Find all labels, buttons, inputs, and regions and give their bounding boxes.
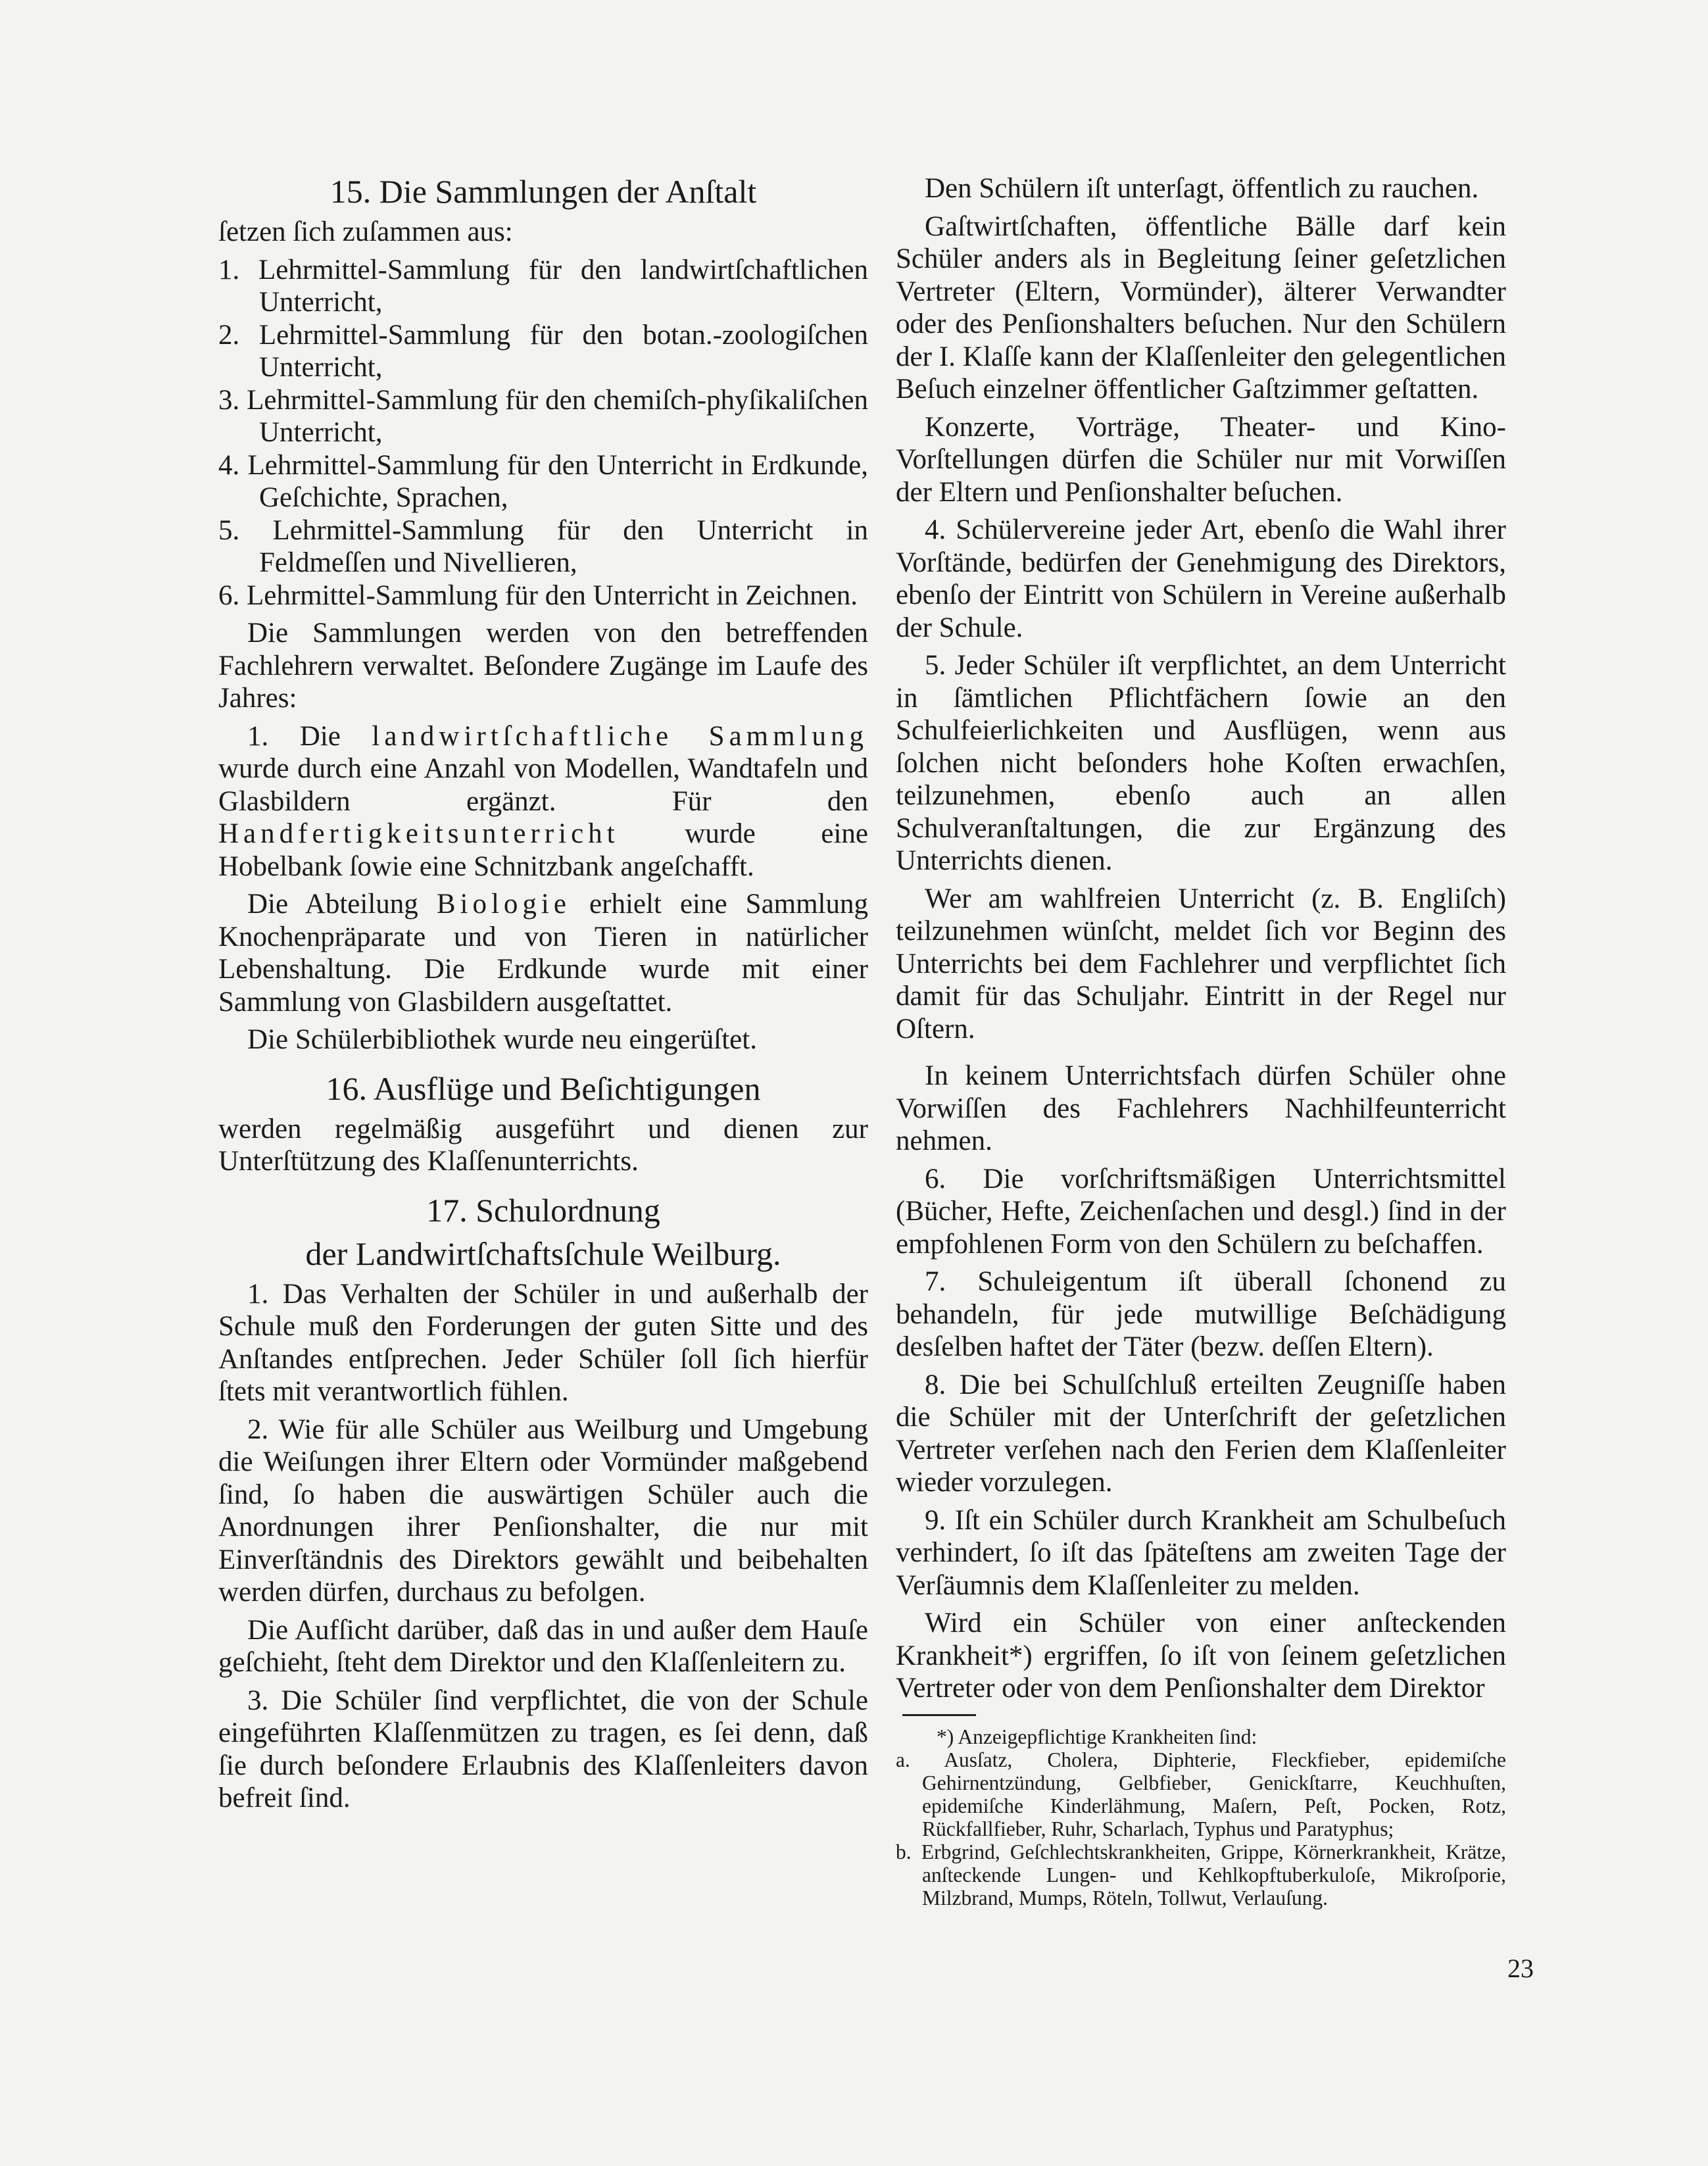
right-column bbox=[896, 172, 1506, 1909]
paragraph: Gaſtwirtſchaften, öffentliche Bälle darf kein Schüler anders als in Begleitung ſeiner geſetzlichen Vertreter (Eltern, Vormünder), älterer Verwandter oder des Penſionshalters beſuchen. Nur den Schülern der I. Klaſſe kann der Klaſſenleiter den gelegentlichen Beſuch einzelner öffentlicher Gaſtzimmer geſtatten. bbox=[896, 210, 1506, 405]
footnote-item: b. Erbgrind, Geſchlechtskrankheiten, Grippe, Körnerkrankheit, Krätze, anſteckende Lungen- und Kehlkopftuberkuloſe, Mikroſporie, Milzbrand, Mumps, Röteln, Tollwut, Verlauſung. bbox=[896, 1840, 1506, 1909]
list-item: 1. Lehrmittel-Sammlung für den landwirtſchaftlichen Unterricht, bbox=[218, 254, 868, 318]
paragraph: Wird ein Schüler von einer anſteckenden Krankheit*) ergriffen, ſo iſt von ſeinem geſetzlichen Vertreter oder von dem Penſionshalter dem Direktor bbox=[896, 1608, 1506, 1704]
section-16-heading: 16. Ausflüge und Beſichtigungen bbox=[326, 1070, 761, 1107]
paragraph: Die Sammlungen werden von den betreffenden Fachlehrern verwaltet. Beſondere Zugänge im Laufe des Jahres: bbox=[218, 618, 868, 714]
paragraph: 9. Iſt ein Schüler durch Krankheit am Schulbeſuch verhindert, ſo iſt das ſpäteſtens am zweiten Tage der Verſäumnis dem Klaſſenleiter zu melden. bbox=[896, 1504, 1506, 1601]
paragraph: Wer am wahlfreien Unterricht (z. B. Engliſch) teilzunehmen wünſcht, meldet ſich vor Beginn des Unterrichts bei dem Fachlehrer und verpflichtet ſich damit für das Schuljahr. Eintritt in der Regel nur Oſtern. bbox=[896, 883, 1506, 1045]
paragraph: Die Schülerbibliothek wurde neu eingerüſtet. bbox=[247, 1024, 757, 1055]
paragraph-additions bbox=[218, 720, 868, 883]
section-17-heading: 17. Schulordnung bbox=[426, 1191, 660, 1229]
paragraph: Konzerte, Vorträge, Theater- und Kino-Vorſtellungen dürfen die Schüler nur mit Vorwiſſen der Eltern und Penſionshalter beſuchen. bbox=[896, 411, 1506, 508]
footnote-item: a. Ausſatz, Cholera, Diphterie, Fleckfieber, epidemiſche Gehirnentzündung, Gelbfieber, Genickſtarre, Keuchhuſten, epidemiſche Kinderlähmung, Maſern, Peſt, Pocken, Rotz, Rückfallfieber, Ruhr, Scharlach, Typhus und Paratyphus; bbox=[896, 1748, 1506, 1840]
list-item: 6. Lehrmittel-Sammlung für den Unterricht in Zeichnen. bbox=[218, 579, 858, 611]
paragraph: 3. Die Schüler ſind verpflichtet, die von der Schule eingeführten Klaſſenmützen zu tragen, es ſei denn, daß ſie durch beſondere Erlaubnis des Klaſſenleiters davon befreit ſind. bbox=[218, 1685, 868, 1813]
paragraph: 7. Schuleigentum iſt überall ſchonend zu behandeln, für jede mutwillige Beſchädigung desſelben haftet der Täter (bezw. deſſen Eltern). bbox=[896, 1266, 1506, 1362]
page-number: 23 bbox=[1507, 1954, 1534, 1983]
footnote-title: *) Anzeigepflichtige Krankheiten ſind: bbox=[937, 1725, 1257, 1748]
text: erhielt eine Sammlung Knochenpräparate und von Tieren in natürlicher Lebenshaltung. Die Erdkunde wurde mit einer Sammlung von Glasbildern ausgeſtattet. bbox=[218, 889, 868, 1018]
text: Die Abteilung bbox=[247, 889, 437, 920]
text: wurde eine Hobelbank ſowie eine Schnitzbank angeſchafft. bbox=[218, 818, 868, 882]
paragraph: Den Schülern iſt unterſagt, öffentlich zu rauchen. bbox=[925, 173, 1479, 204]
list-item: 3. Lehrmittel-Sammlung für den chemiſch-phyſikaliſchen Unterricht, bbox=[218, 384, 868, 448]
paragraph: 1. Das Verhalten der Schüler in und außerhalb der Schule muß den Forderungen der guten Sitte und des Anſtandes entſprechen. Jeder Schüler ſoll ſich hierfür ſtets mit verantwortlich fühlen. bbox=[218, 1278, 868, 1407]
spaced-text: Handfertigkeitsunterricht bbox=[218, 818, 620, 849]
footnote bbox=[896, 1725, 1506, 1909]
paragraph: werden regelmäßig ausgeführt und dienen zur Unterſtützung des Klaſſenunterrichts. bbox=[218, 1113, 868, 1177]
left-column bbox=[218, 172, 868, 1820]
paragraph: 4. Schülervereine jeder Art, ebenſo die Wahl ihrer Vorſtände, bedürfen der Genehmigung des Direktors, ebenſo der Eintritt von Schülern in Vereine außerhalb der Schule. bbox=[896, 514, 1506, 643]
list-item: 5. Lehrmittel-Sammlung für den Unterricht in Feldmeſſen und Nivellieren, bbox=[218, 514, 868, 578]
section-15-heading: 15. Die Sammlungen der Anſtalt bbox=[329, 173, 757, 210]
text: 1. Die bbox=[247, 720, 372, 752]
paragraph: In keinem Unterrichtsfach dürfen Schüler ohne Vorwiſſen des Fachlehrers Nachhilfeunterricht nehmen. bbox=[896, 1060, 1506, 1156]
list-item: 2. Lehrmittel-Sammlung für den botan.-zoologiſchen Unterricht, bbox=[218, 319, 868, 383]
spaced-text: landwirtſchaftliche Sammlung bbox=[372, 720, 868, 752]
paragraph: 6. Die vorſchriftsmäßigen Unterrichtsmittel (Bücher, Hefte, Zeichenſachen und desgl.) ſind in der empfohlenen Form von den Schülern zu beſchaffen. bbox=[896, 1163, 1506, 1260]
paragraph: 8. Die bei Schulſchluß erteilten Zeugniſſe haben die Schüler mit der Unterſchrift der geſetzlichen Vertreter verſehen nach den Ferien dem Klaſſenleiter wieder vorzulegen. bbox=[896, 1369, 1506, 1498]
paragraph-biology bbox=[218, 888, 868, 1018]
section-15-intro: ſetzen ſich zuſammen aus: bbox=[218, 216, 513, 247]
section-17-subheading: der Landwirtſchaftsſchule Weilburg. bbox=[305, 1235, 781, 1272]
paragraph: 5. Jeder Schüler iſt verpflichtet, an dem Unterricht in ſämtlichen Pflichtfächern ſowie an den Schulfeierlichkeiten und Ausflügen, wenn aus ſolchen nicht beſonders hohe Koſten erwachſen, teilzunehmen, ebenſo auch an allen Schulveranſtaltungen, die zur Ergänzung des Unterrichts dienen. bbox=[896, 650, 1506, 876]
paragraph: 2. Wie für alle Schüler aus Weilburg und Umgebung die Weiſungen ihrer Eltern oder Vormünder maßgebend ſind, ſo haben die auswärtigen Schüler auch die Anordnungen ihrer Penſionshalter, die nur mit Einverſtändnis des Direktors gewählt und beibehalten werden dürfen, durchaus zu befolgen. bbox=[218, 1414, 868, 1608]
spaced-text: Biologie bbox=[436, 889, 571, 920]
list-item: 4. Lehrmittel-Sammlung für den Unterricht in Erdkunde, Geſchichte, Sprachen, bbox=[218, 449, 868, 513]
text: wurde durch eine Anzahl von Modellen, Wandtafeln und Glasbildern ergänzt. Für den bbox=[218, 753, 868, 817]
footnote-rule bbox=[902, 1714, 976, 1716]
paragraph: Die Aufſicht darüber, daß das in und außer dem Hauſe geſchieht, ſteht dem Direktor und den Klaſſenleitern zu. bbox=[218, 1614, 868, 1678]
collections-list bbox=[218, 254, 868, 612]
